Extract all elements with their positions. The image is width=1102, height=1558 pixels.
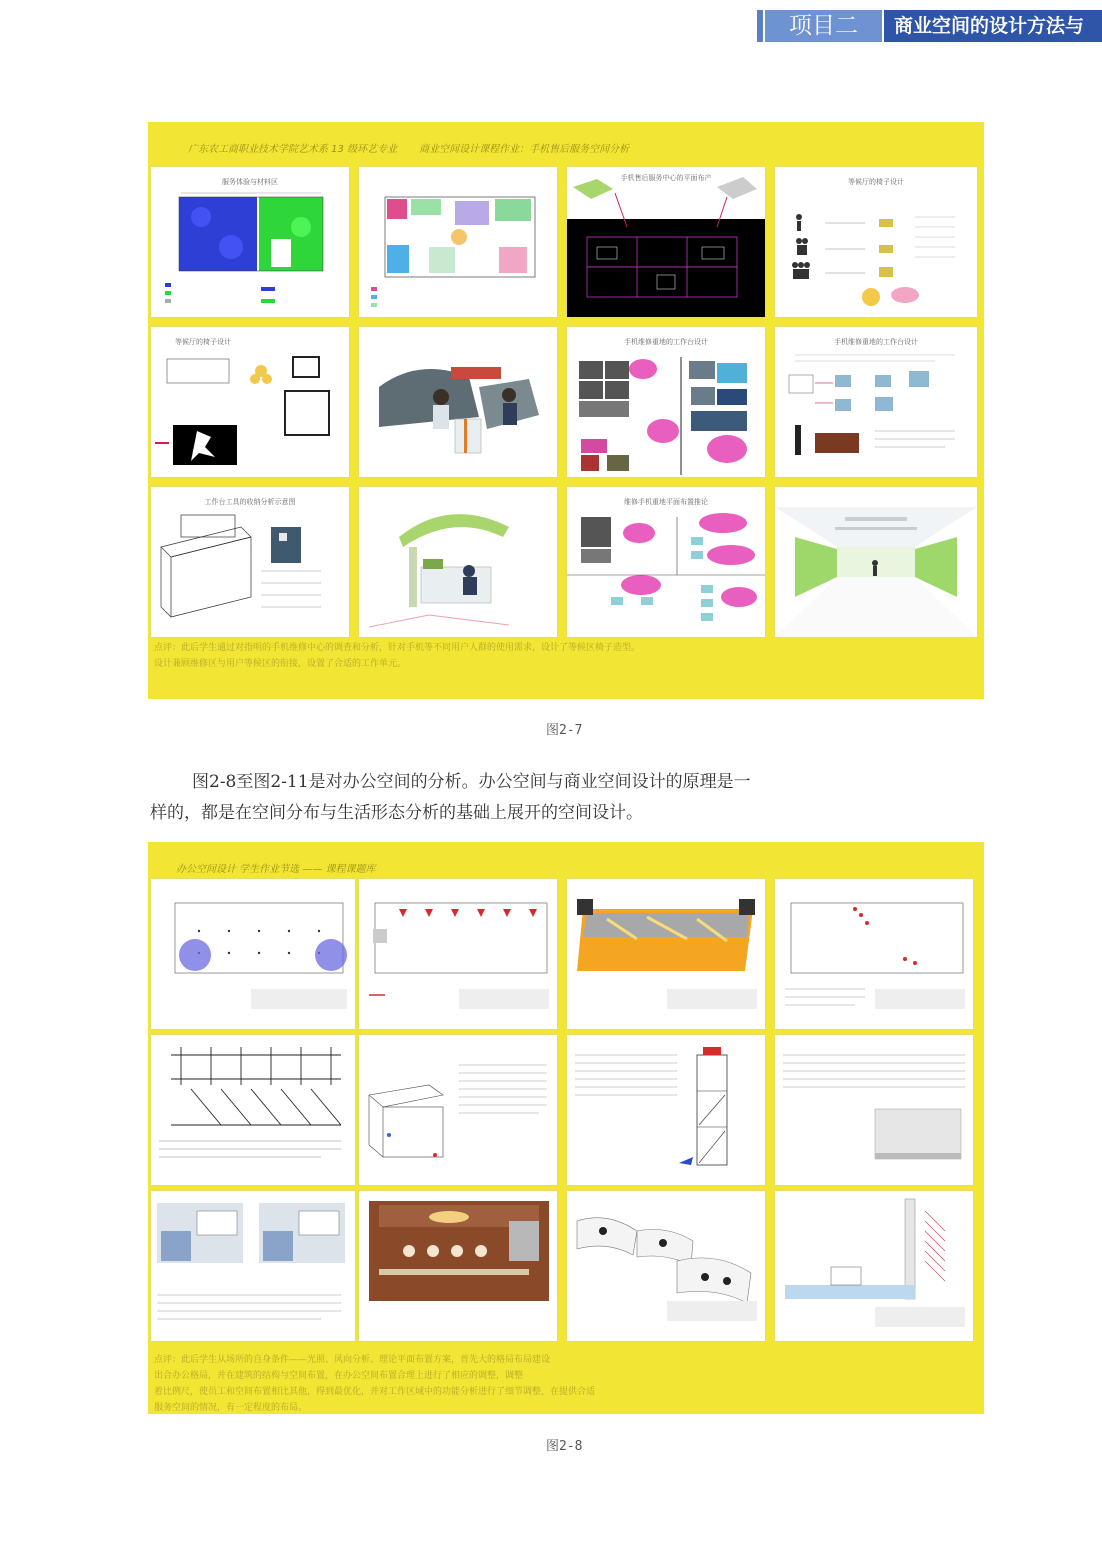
structure-diagram (151, 1035, 355, 1185)
section-elevation-drawing (775, 1191, 973, 1341)
functional-floorplan-drawing (359, 167, 557, 317)
workbench-design-collage-panel (566, 326, 766, 478)
panel-title: 手机售后服务中心的平面布产 (620, 174, 712, 182)
workstation-cluster-render (567, 1191, 765, 1341)
panel-title: 工作台工具的收纳分析示意图 (204, 498, 296, 506)
office-3d-render (151, 1191, 355, 1341)
space-box-panel (358, 1034, 558, 1186)
header-accent-bar (757, 10, 763, 42)
chair-analysis-diagram (775, 167, 977, 317)
workbench-component-diagram (775, 327, 977, 477)
body-paragraph: 图2-8至图2-11是对办公空间的分析。办公空间与商业空间设计的原理是一 样的，都是在空间分布与生活形态分析的基础上展开的空间设计。 (150, 772, 751, 823)
panel-title: 服务体验与材料区 (222, 178, 278, 186)
wall-section-drawing (775, 1035, 973, 1185)
circulation-plan-drawing (775, 879, 973, 1029)
workbench-storage-panel (774, 326, 978, 478)
lounge-render-illustration (359, 327, 557, 477)
board-heading: 办公空间设计 学生作业节选 —— 课程课题库 (176, 864, 376, 875)
orange-zoning-drawing (567, 879, 765, 1029)
repair-area-layout-panel (566, 486, 766, 638)
office-render-panel (150, 1190, 356, 1342)
waiting-area-render-panel (358, 326, 558, 478)
figure-caption-2-8: 图2-8 (546, 1439, 583, 1454)
brown-floor-plan-render (359, 1191, 557, 1341)
workbench-isometric-drawing (151, 487, 349, 637)
corridor-perspective-illustration (775, 487, 977, 637)
panel-title: 等候厅的椅子设计 (848, 178, 904, 186)
stair-section-drawing (567, 1035, 765, 1185)
office-zoning-render-panel (566, 878, 766, 1030)
box-perspective-drawing (359, 1035, 557, 1185)
booth-render-illustration (359, 487, 557, 637)
waiting-chair-design-panel (774, 166, 978, 318)
chair-sketch-drawing (151, 327, 349, 477)
panel-title: 手机维修重地的工作台设计 (624, 338, 708, 346)
figure-2-8-board (148, 842, 984, 1414)
workbench-tool-storage-panel (150, 486, 350, 638)
office-grid-plan-panel (150, 878, 356, 1030)
repair-booth-render-panel (358, 486, 558, 638)
structural-grid-panel (150, 1034, 356, 1186)
figure-2-7-board (148, 122, 984, 699)
building-section-panel (774, 1190, 974, 1342)
lighting-section-panel (774, 1034, 974, 1186)
chair-design-sketch-panel (150, 326, 350, 478)
grid-plan-circles-drawing (151, 879, 355, 1029)
floorplan-functional-layout-panel (358, 166, 558, 318)
chapter-header (757, 10, 1102, 42)
board-heading: 广东农工商职业技术学院艺术系 13 级环艺专业 商业空间设计课程作业：手机售后服务空间分析 (188, 144, 630, 155)
zoned-floorplan-drawing (151, 167, 349, 317)
office-floor-plan-render-panel (358, 1190, 558, 1342)
vertical-circulation-panel (566, 1034, 766, 1186)
project-label: 项目二 (765, 10, 882, 42)
grid-plan-arrows-drawing (359, 879, 557, 1029)
panel-title: 手机维修重地的工作台设计 (834, 338, 918, 346)
layout-flow-diagram (567, 487, 765, 637)
corridor-render-panel (774, 486, 978, 638)
black-cad-plan-drawing (567, 167, 765, 317)
figure-caption-2-7: 图2-7 (546, 723, 583, 738)
service-center-plan-panel (566, 166, 766, 318)
chapter-title: 商业空间的设计方法与 (884, 10, 1102, 42)
office-circulation-panel (774, 878, 974, 1030)
workstation-cluster-panel (566, 1190, 766, 1342)
workbench-photo-collage (567, 327, 765, 477)
floorplan-color-zones-panel (150, 166, 350, 318)
board-comment: 点评：此后学生通过对指明的手机维修中心的调查和分析，针对手机等不同用户人群的使用需求，设计了等候区椅子造型。 设计兼顾维修区与用户等候区的衔接，设置了合适的工作单元。 (154, 643, 641, 669)
office-grid-arrows-panel (358, 878, 558, 1030)
panel-title: 维修手机重地平面布置推论 (624, 498, 708, 506)
panel-title: 等候厅的椅子设计 (175, 338, 231, 346)
board-comment: 点评：此后学生从场所的自身条件——光照、风向分析、理论平面布置方案，首先大的格局布局建设 出合办公格局，并在建筑的结构与空间布置，在办公空间布置合理上进行了相应的调整，调整 着比例尺，使员工和空间布置相比其他，得到最优化，并对工作区域中的功能分析进行了细节调整，在提供合适 服务空间的情况，有一定程度的布局。 (154, 1355, 596, 1413)
